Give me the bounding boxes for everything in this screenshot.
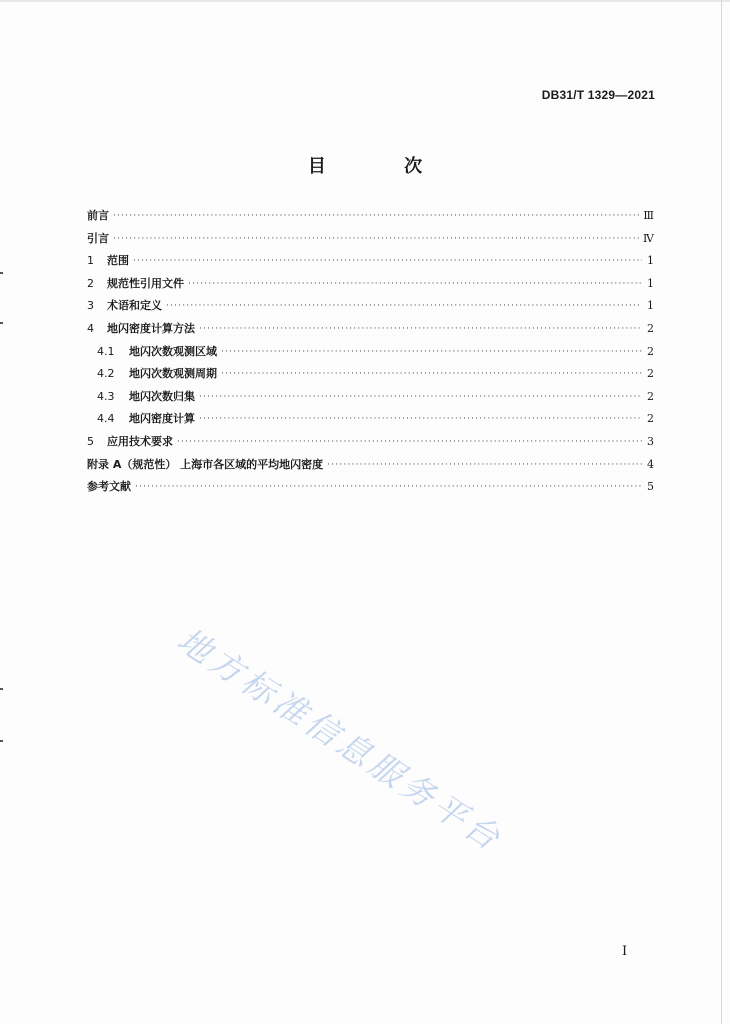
toc-entry-label xyxy=(87,456,327,472)
toc-entry-number: 4.2 xyxy=(97,367,115,381)
table-of-contents xyxy=(87,207,654,501)
toc-entry-page: 1 xyxy=(647,254,654,268)
watermark: 地方标准信息服务平台 xyxy=(170,620,511,860)
toc-entry-number: 4.3 xyxy=(97,389,115,403)
toc-entry-page: Ⅳ xyxy=(643,231,654,245)
toc-entry-text: 术语和定义 xyxy=(107,299,162,313)
toc-entry-text: 地闪密度计算方法 xyxy=(107,321,195,335)
document-code: DB31/T 1329—2021 xyxy=(541,88,655,102)
toc-leader-dots xyxy=(221,347,642,357)
toc-entry-page: 2 xyxy=(647,389,654,403)
page-title: 目 次 xyxy=(307,156,459,177)
toc-entry-number: 4.1 xyxy=(97,344,115,358)
toc-entry-label xyxy=(87,320,199,336)
toc-leader-dots xyxy=(133,256,642,266)
toc-leader-dots xyxy=(113,234,639,244)
toc-entry-page: 2 xyxy=(647,412,654,426)
toc-entry-number: 5 xyxy=(87,434,94,448)
toc-leader-dots xyxy=(113,211,639,221)
toc-entry-text: 参考文献 xyxy=(87,480,131,494)
toc-entry-label xyxy=(87,297,166,313)
toc-entry-page: 2 xyxy=(647,321,654,335)
toc-entry-text: 前言 xyxy=(87,209,109,222)
toc-entry-text: 规范性引用文件 xyxy=(107,276,184,290)
toc-entry-label xyxy=(87,252,133,268)
toc-entry-text: 地闪次数归集 xyxy=(129,389,195,403)
toc-entry-page: 1 xyxy=(647,276,654,290)
toc-entry-label xyxy=(87,275,188,291)
toc-entry[interactable] xyxy=(87,456,654,479)
toc-leader-dots xyxy=(199,392,642,402)
toc-entry-label xyxy=(87,207,113,223)
toc-entry-text: 范围 xyxy=(107,254,129,268)
toc-entry-number: 2 xyxy=(87,276,94,290)
toc-entry-page: 3 xyxy=(647,434,654,448)
scan-edge xyxy=(0,0,730,2)
toc-entry-number: 4.4 xyxy=(97,412,115,426)
toc-entry-label xyxy=(97,410,199,426)
toc-entry-text: 地闪次数观测区域 xyxy=(129,344,217,358)
toc-entry[interactable] xyxy=(87,343,654,366)
toc-entry[interactable] xyxy=(87,365,654,388)
toc-leader-dots xyxy=(199,414,642,424)
toc-leader-dots xyxy=(166,301,642,311)
toc-entry-page: 5 xyxy=(647,480,654,494)
toc-entry[interactable] xyxy=(87,230,654,253)
scan-mark xyxy=(0,272,3,274)
toc-entry[interactable] xyxy=(87,297,654,320)
toc-entry[interactable] xyxy=(87,478,654,501)
toc-leader-dots xyxy=(327,460,642,470)
toc-entry-text: 附录 A（规范性） 上海市各区域的平均地闪密度 xyxy=(87,457,324,471)
toc-leader-dots xyxy=(188,279,642,289)
toc-entry[interactable] xyxy=(87,410,654,433)
toc-entry-text: 地闪密度计算 xyxy=(129,412,195,426)
toc-entry[interactable] xyxy=(87,388,654,411)
page-number: I xyxy=(622,944,628,959)
toc-entry-label xyxy=(97,365,221,381)
toc-entry-number: 1 xyxy=(87,254,94,268)
toc-leader-dots xyxy=(135,482,642,492)
toc-entry[interactable] xyxy=(87,275,654,298)
toc-entry-label xyxy=(87,230,113,246)
toc-leader-dots xyxy=(177,437,642,447)
toc-leader-dots xyxy=(221,369,642,379)
toc-entry-label xyxy=(97,388,199,404)
toc-entry-label xyxy=(87,433,177,449)
scan-mark xyxy=(0,688,3,690)
toc-entry-text: 引言 xyxy=(87,231,109,245)
toc-entry[interactable] xyxy=(87,207,654,230)
toc-entry-page: 1 xyxy=(647,299,654,313)
toc-entry-label xyxy=(97,343,221,359)
toc-entry-label xyxy=(87,478,135,494)
scan-mark xyxy=(0,322,3,324)
toc-entry[interactable] xyxy=(87,320,654,343)
toc-entry-page: 2 xyxy=(647,344,654,358)
toc-entry-number: 3 xyxy=(87,299,94,313)
toc-entry[interactable] xyxy=(87,252,654,275)
toc-entry-text: 应用技术要求 xyxy=(107,434,173,448)
scan-mark xyxy=(0,740,3,742)
toc-entry-page: Ⅲ xyxy=(643,209,654,222)
toc-entry-page: 4 xyxy=(647,457,654,471)
toc-leader-dots xyxy=(199,324,642,334)
toc-entry[interactable] xyxy=(87,433,654,456)
toc-entry-page: 2 xyxy=(647,367,654,381)
toc-entry-text: 地闪次数观测周期 xyxy=(129,367,217,381)
toc-entry-number: 4 xyxy=(87,321,94,335)
